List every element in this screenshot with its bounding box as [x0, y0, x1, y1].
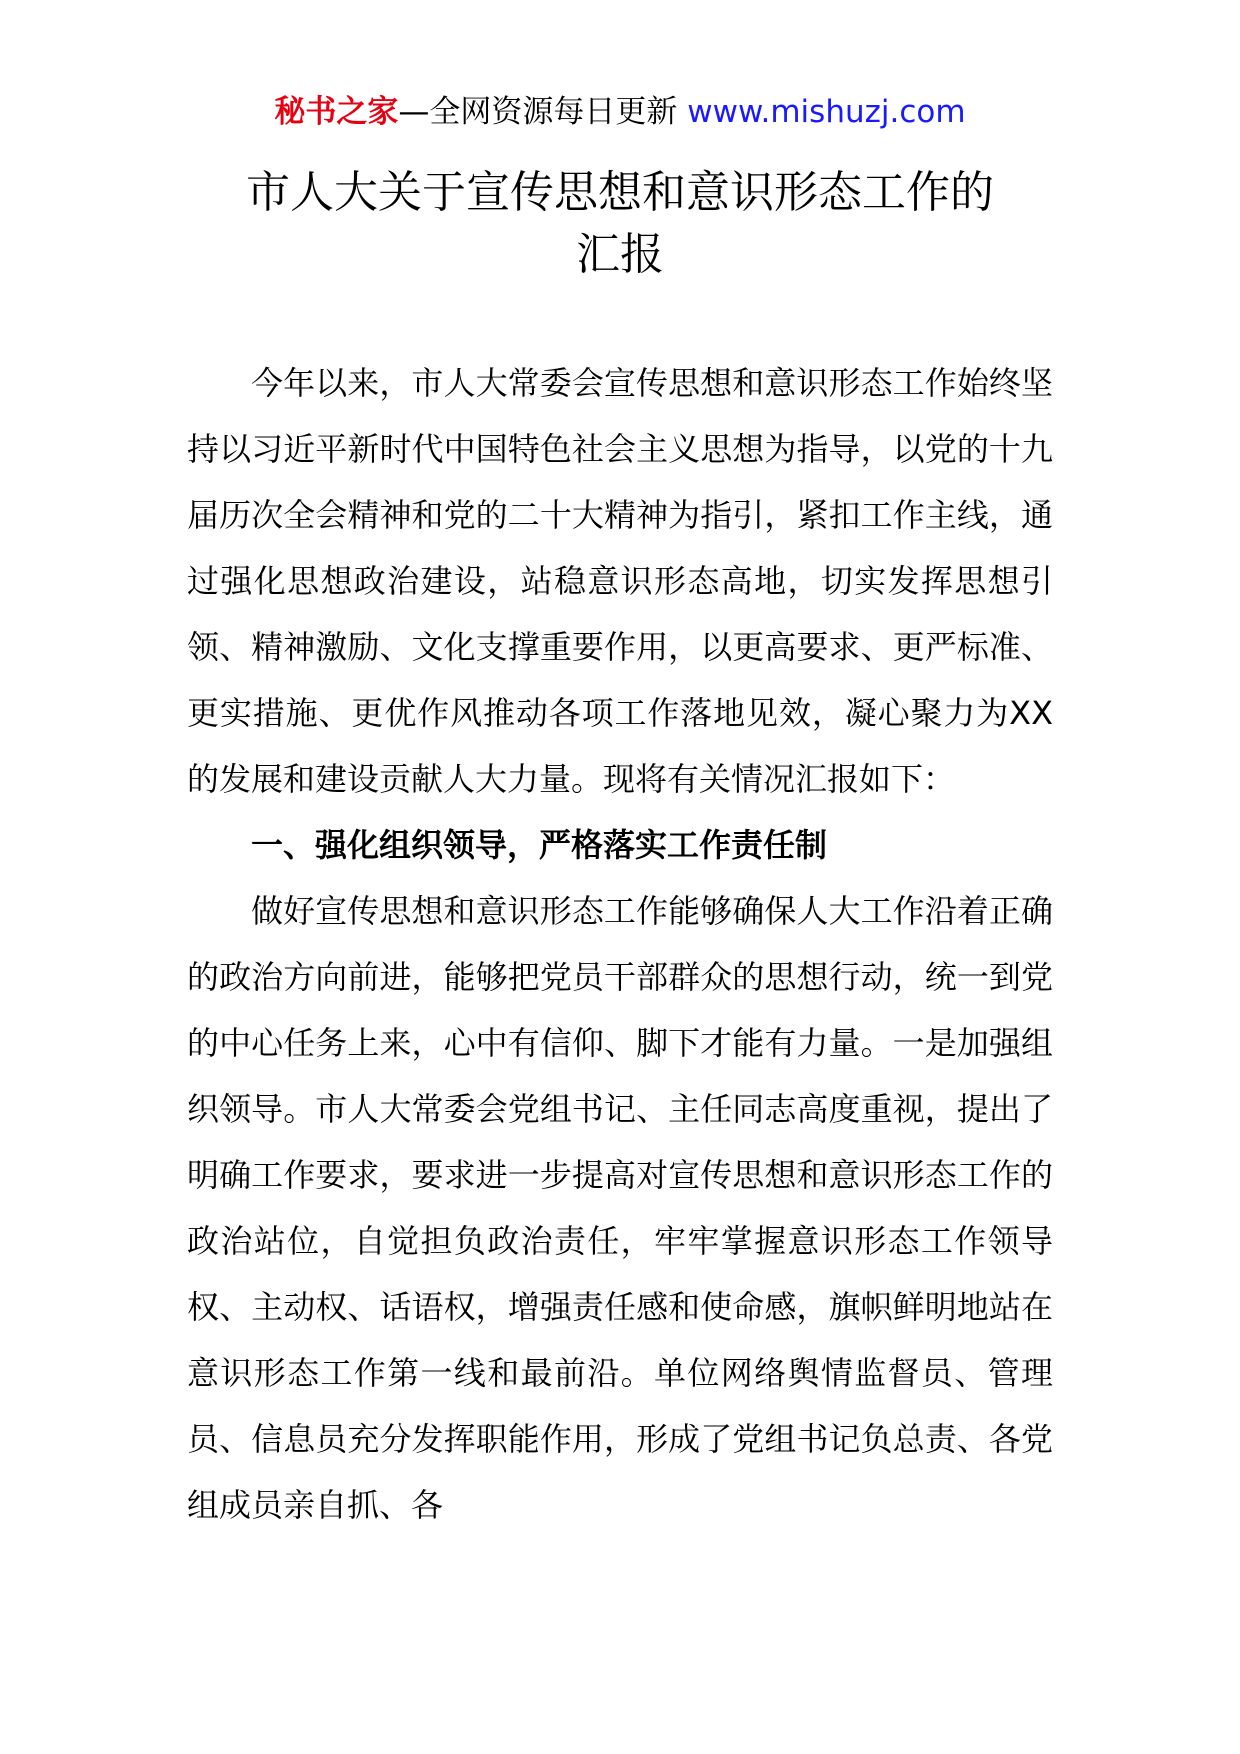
site-tagline: —全网资源每日更新 — [398, 94, 688, 130]
intro-paragraph: 今年以来，市人大常委会宣传思想和意识形态工作始终坚持以习近平新时代中国特色社会主义思想为指导，以党的十九届历次全会精神和党的二十大精神为指引，紧扣工作主线，通过强化思想政治建设，站稳意识形态高地，切实发挥思想引领、精神激励、文化支撑重要作用，以更高要求、更严标准、更实措施、更优作风推动各项工作落地见效，凝心聚力为XX的发展和建设贡献人大力量。现将有关情况汇报如下： — [187, 364, 1053, 798]
document-title — [0, 162, 1240, 286]
section-heading-1: 一、强化组织领导，严格落实工作责任制 — [251, 826, 828, 864]
site-header — [0, 92, 1240, 132]
section-1-paragraph: 做好宣传思想和意识形态工作能够确保人大工作沿着正确的政治方向前进，能够把党员干部群众的思想行动，统一到党的中心任务上来，心中有信仰、脚下才能有力量。一是加强组织领导。市人大常委会党组书记、主任同志高度重视，提出了明确工作要求，要求进一步提高对宣传思想和意识形态工作的政治站位，自觉担负政治责任，牢牢掌握意识形态工作领导权、主动权、话语权，增强责任感和使命感，旗帜鲜明地站在意识形态工作第一线和最前沿。单位网络舆情监督员、管理员、信息员充分发挥职能作用，形成了党组书记负总责、各党组成员亲自抓、各 — [187, 892, 1053, 1524]
title-line-2: 汇报 — [576, 229, 664, 280]
site-brand: 秘书之家 — [274, 94, 399, 130]
document-body — [187, 350, 1053, 1538]
site-url[interactable]: www.mishuzj.com — [687, 94, 966, 130]
title-line-1: 市人大关于宣传思想和意识形态工作的 — [246, 167, 994, 218]
